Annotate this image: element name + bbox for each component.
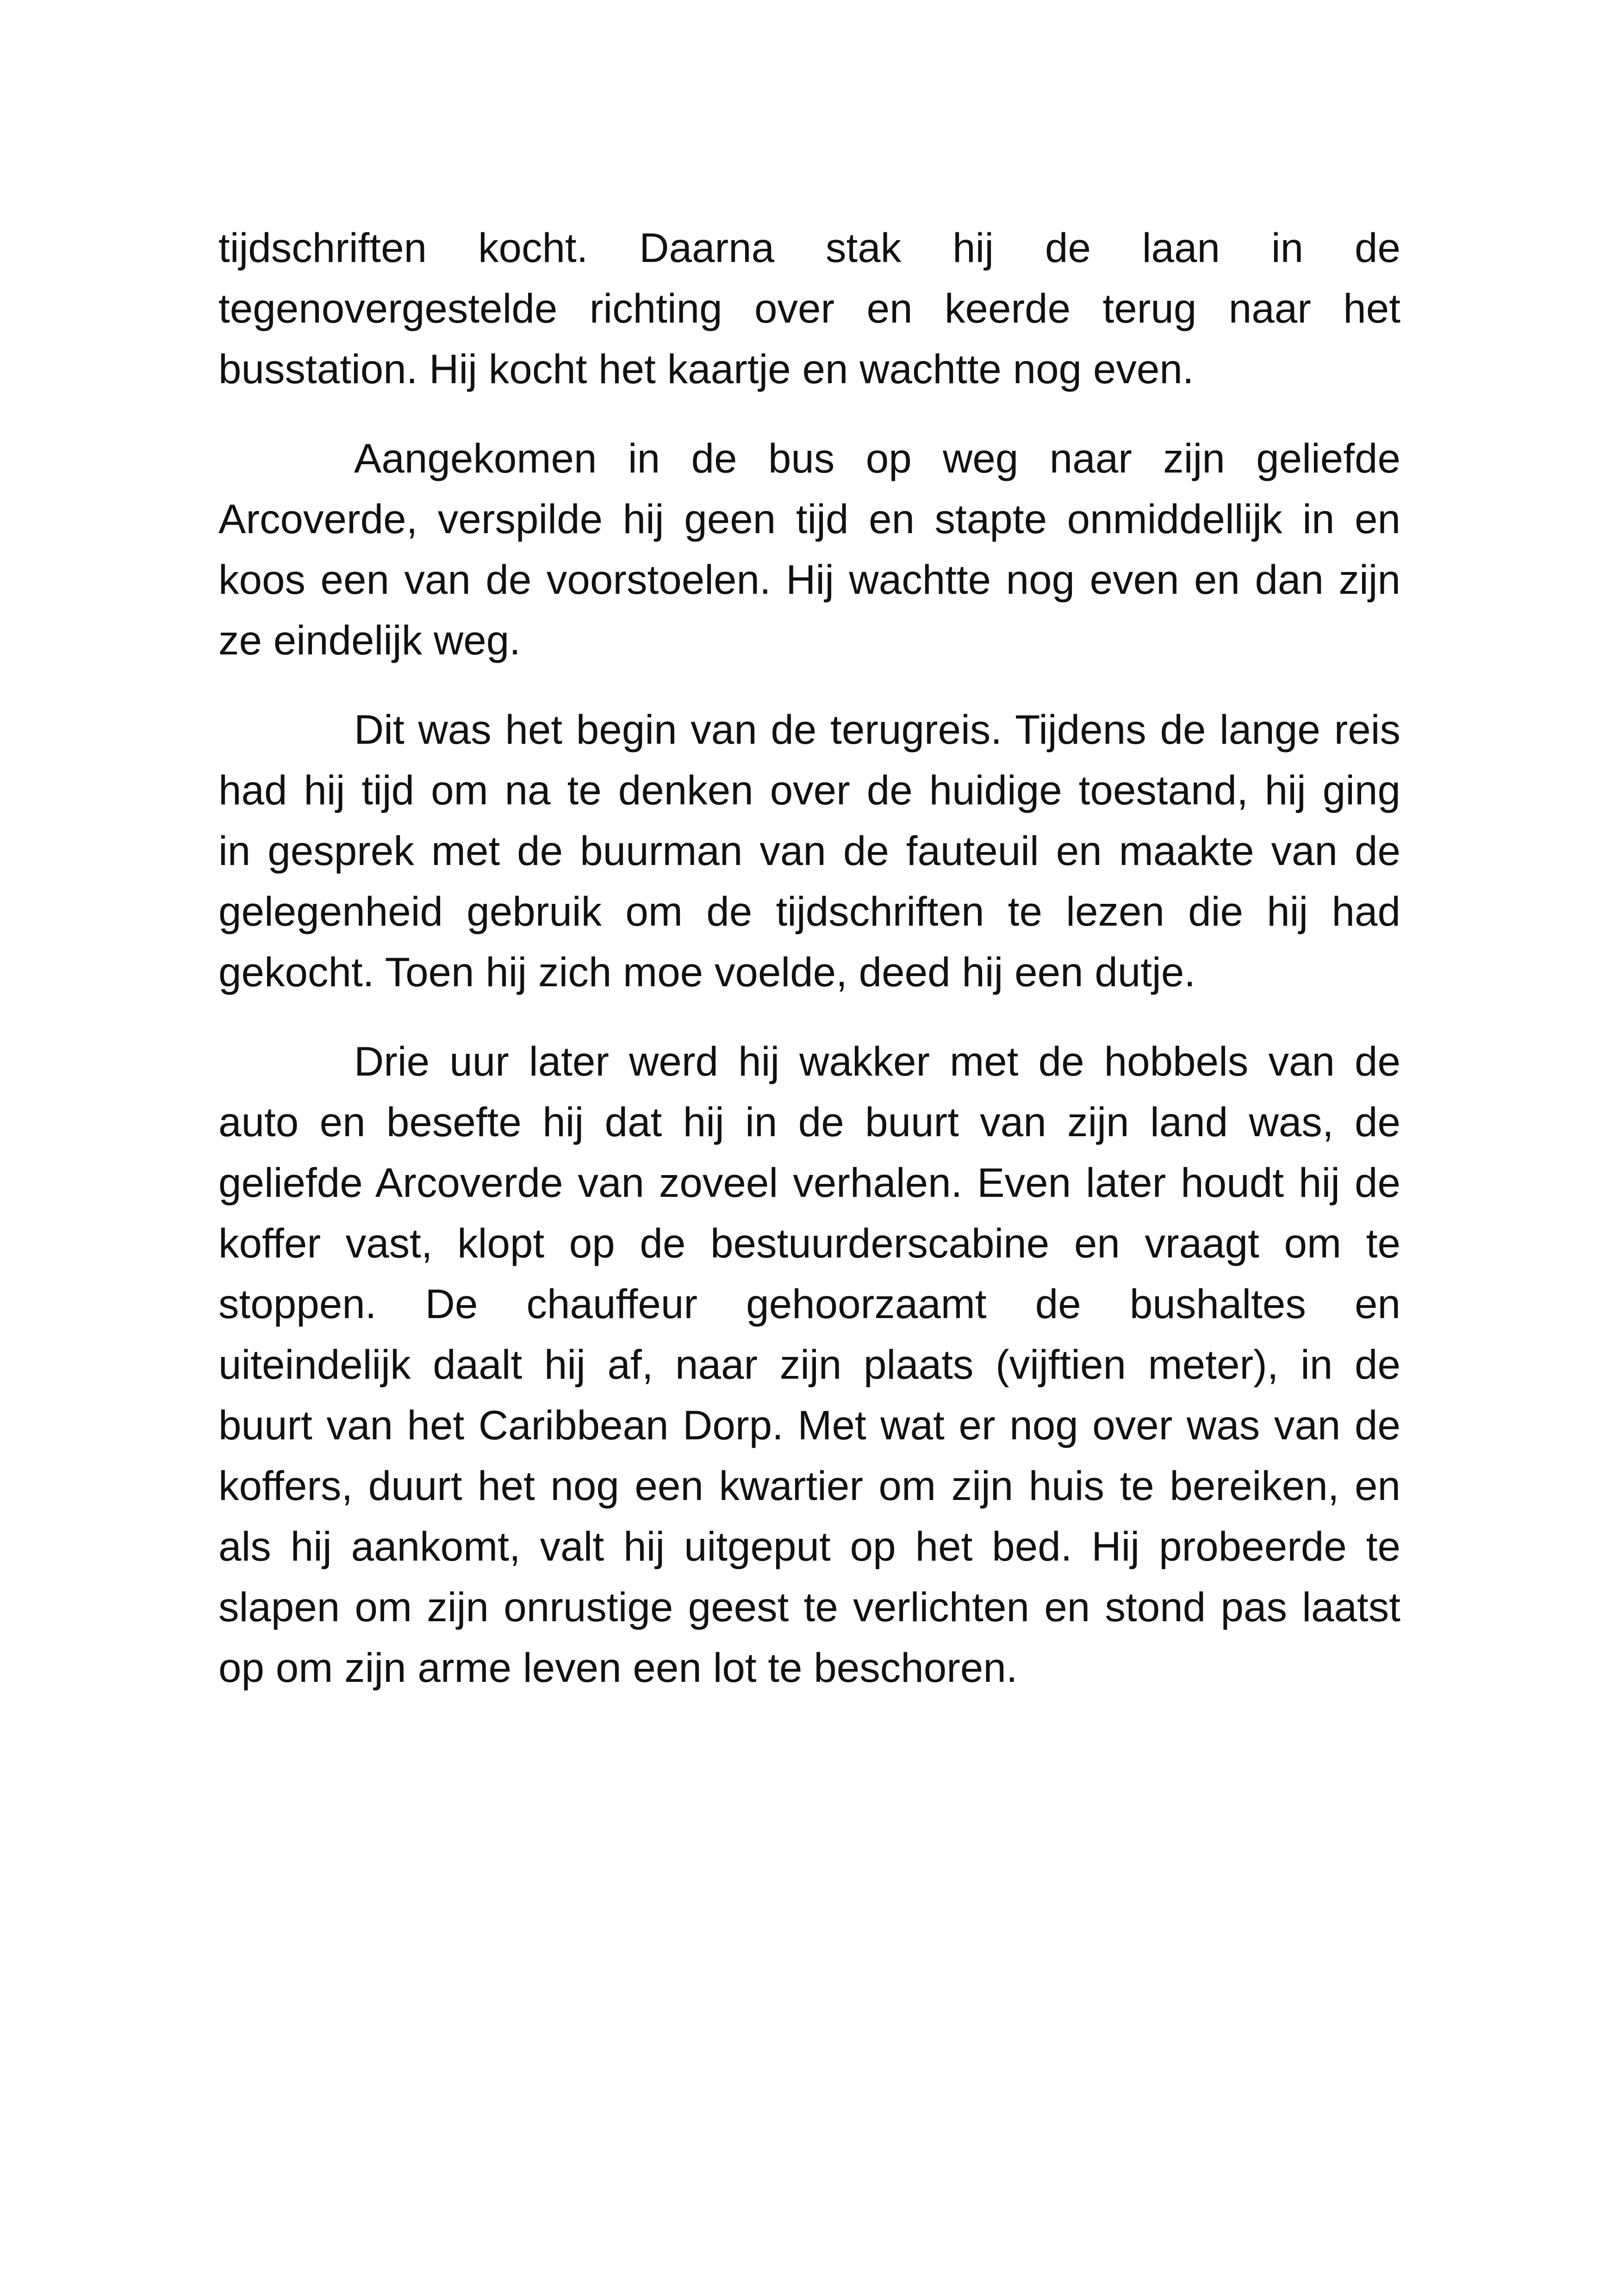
text-line: gelegenheid gebruik om de tijdschriften te lezen die hij had bbox=[218, 888, 1400, 934]
text-line: als hij aankomt, valt hij uitgeput op het bed. Hij probeerde te bbox=[218, 1523, 1400, 1569]
text-line: Dit was het begin van de terugreis. Tijdens de lange reis bbox=[354, 706, 1400, 753]
paragraph-3 bbox=[218, 699, 1400, 1002]
text-line: Arcoverde, verspilde hij geen tijd en stapte onmiddellijk in en bbox=[218, 496, 1400, 542]
body-text bbox=[218, 218, 1400, 1698]
paragraph-4 bbox=[218, 1031, 1400, 1698]
text-line: ze eindelijk weg. bbox=[218, 617, 521, 663]
text-line: buurt van het Caribbean Dorp. Met wat er nog over was van de bbox=[218, 1402, 1400, 1448]
text-line: uiteindelijk daalt hij af, naar zijn plaats (vijftien meter), in de bbox=[218, 1341, 1400, 1388]
text-line: Aangekomen in de bus op weg naar zijn geliefde bbox=[354, 435, 1400, 481]
text-line: koffers, duurt het nog een kwartier om zijn huis te bereiken, en bbox=[218, 1462, 1400, 1509]
text-line: koffer vast, klopt op de bestuurderscabine en vraagt om te bbox=[218, 1220, 1400, 1266]
text-line: stoppen. De chauffeur gehoorzaamt de bushaltes en bbox=[218, 1281, 1400, 1327]
text-line: koos een van de voorstoelen. Hij wachtte nog even en dan zijn bbox=[218, 556, 1400, 603]
text-line: tijdschriften kocht. Daarna stak hij de laan in de bbox=[218, 224, 1400, 271]
text-line: in gesprek met de buurman van de fauteuil en maakte van de bbox=[218, 828, 1400, 874]
paragraph-1 bbox=[218, 218, 1400, 399]
text-line: slapen om zijn onrustige geest te verlichten en stond pas laatst bbox=[218, 1584, 1400, 1630]
text-line: tegenovergestelde richting over en keerde terug naar het bbox=[218, 285, 1400, 331]
paragraph-2 bbox=[218, 428, 1400, 671]
text-line: Drie uur later werd hij wakker met de hobbels van de bbox=[354, 1038, 1400, 1084]
text-line: geliefde Arcoverde van zoveel verhalen. Even later houdt hij de bbox=[218, 1159, 1400, 1206]
text-line: auto en besefte hij dat hij in de buurt van zijn land was, de bbox=[218, 1099, 1400, 1145]
text-line: had hij tijd om na te denken over de huidige toestand, hij ging bbox=[218, 767, 1400, 813]
text-line: gekocht. Toen hij zich moe voelde, deed hij een dutje. bbox=[218, 949, 1196, 995]
text-line: busstation. Hij kocht het kaartje en wachtte nog even. bbox=[218, 346, 1194, 392]
text-line: op om zijn arme leven een lot te beschoren. bbox=[218, 1644, 1018, 1691]
